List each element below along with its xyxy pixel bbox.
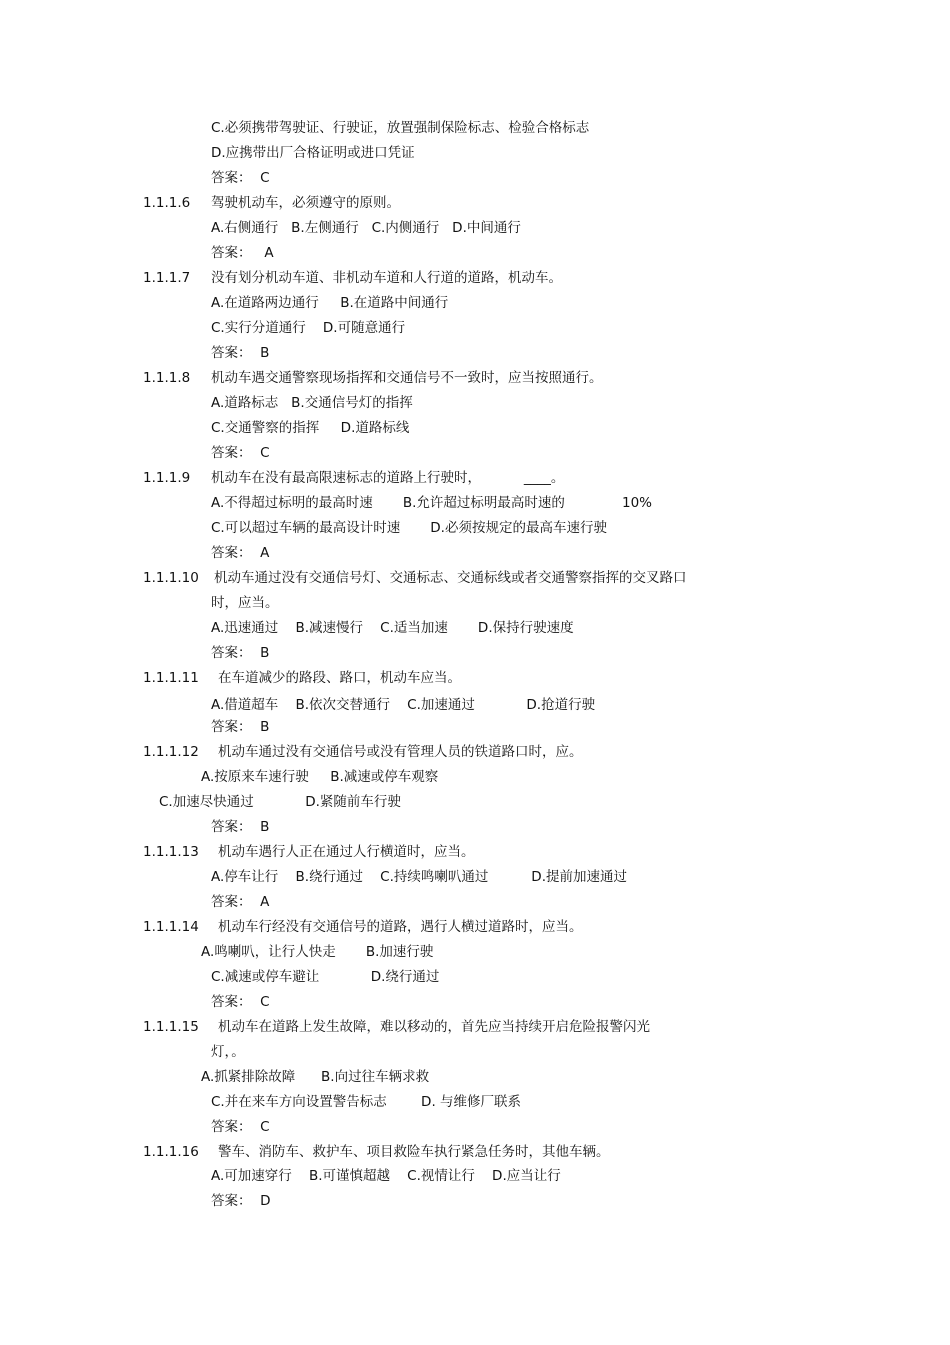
answer-line: 答案： B: [211, 819, 270, 835]
question-text: 机动车遇行人正在通过人行横道时，应当。: [218, 844, 475, 860]
question-number: 1.1.1.14: [143, 919, 199, 935]
option-line: C.加速尽快通过 D.紧随前车行驶: [159, 794, 401, 810]
question-text: 机动车在道路上发生故障，难以移动的，首先应当持续开启危险报警闪光: [218, 1019, 650, 1035]
answer-line: 答案： C: [211, 445, 270, 461]
option-line: C.实行分道通行 D.可随意通行: [211, 320, 406, 336]
question-text: 驾驶机动车，必须遵守的原则。: [211, 195, 400, 211]
question-text: 警车、消防车、救护车、项目救险车执行紧急任务时，其他车辆。: [218, 1144, 610, 1160]
answer-line: 答案： B: [211, 345, 270, 361]
option-line: A.道路标志 B.交通信号灯的指挥: [211, 395, 413, 411]
answer-line: 答案： B: [211, 719, 270, 735]
option-line: A.抓紧排除故障 B.向过往车辆求救: [201, 1069, 430, 1085]
question-text: 机动车通过没有交通信号灯、交通标志、交通标线或者交通警察指挥的交叉路口: [214, 570, 687, 586]
question-text: 机动车遇交通警察现场指挥和交通信号不一致时，应当按照通行。: [211, 370, 603, 386]
question-number: 1.1.1.9: [143, 470, 191, 486]
option-line: C.必须携带驾驶证、行驶证，放置强制保险标志、检验合格标志: [211, 120, 590, 136]
option-line: A.右侧通行 B.左侧通行 C.内侧通行 D.中间通行: [211, 220, 521, 236]
option-line: C.并在来车方向设置警告标志 D. 与维修厂联系: [211, 1094, 522, 1110]
answer-line: 答案： C: [211, 994, 270, 1010]
option-line: C.交通警察的指挥 D.道路标线: [211, 420, 410, 436]
answer-line: 答案： A: [211, 545, 270, 561]
answer-line: 答案： A: [211, 894, 270, 910]
question-number: 1.1.1.12: [143, 744, 199, 760]
option-line: A.按原来车速行驶 B.减速或停车观察: [201, 769, 439, 785]
question-number: 1.1.1.13: [143, 844, 199, 860]
option-line: A.不得超过标明的最高时速 B.允许超过标明最高时速的: [211, 495, 565, 511]
question-text-continued: 时，应当。: [211, 595, 279, 611]
question-text: 没有划分机动车道、非机动车道和人行道的道路，机动车。: [211, 270, 562, 286]
question-number: 1.1.1.10: [143, 570, 199, 586]
option-line: C.可以超过车辆的最高设计时速 D.必须按规定的最高车速行驶: [211, 520, 607, 536]
question-number: 1.1.1.15: [143, 1019, 199, 1035]
option-line: A.可加速穿行 B.可谨慎超越 C.视情让行 D.应当让行: [211, 1168, 561, 1184]
question-number: 1.1.1.8: [143, 370, 191, 386]
question-number: 1.1.1.16: [143, 1144, 199, 1160]
question-number: 1.1.1.7: [143, 270, 191, 286]
answer-line: 答案： D: [211, 1193, 271, 1209]
answer-line: 答案： C: [211, 1119, 270, 1135]
option-line: A.借道超车 B.依次交替通行 C.加速通过 D.抢道行驶: [211, 697, 596, 713]
option-line: A.鸣喇叭，让行人快走 B.加速行驶: [201, 944, 434, 960]
option-line: D.应携带出厂合格证明或进口凭证: [211, 145, 415, 161]
question-number: 1.1.1.11: [143, 670, 199, 686]
option-line: A.停车让行 B.绕行通过 C.持续鸣喇叭通过 D.提前加速通过: [211, 869, 627, 885]
question-text-continued: 灯，。: [211, 1044, 245, 1060]
option-line-percent: 10%: [622, 495, 653, 511]
answer-line: 答案： B: [211, 645, 270, 661]
option-line: A.迅速通过 B.减速慢行 C.适当加速 D.保持行驶速度: [211, 620, 574, 636]
option-line: A.在道路两边通行 B.在道路中间通行: [211, 295, 449, 311]
question-text: 机动车通过没有交通信号或没有管理人员的铁道路口时，应。: [218, 744, 583, 760]
answer-line: 答案： A: [211, 245, 274, 261]
question-text: 机动车行经没有交通信号的道路，遇行人横过道路时，应当。: [218, 919, 583, 935]
question-number: 1.1.1.6: [143, 195, 191, 211]
question-text: 机动车在没有最高限速标志的道路上行驶时， ____。: [211, 470, 565, 486]
question-text: 在车道减少的路段、路口，机动车应当。: [218, 670, 461, 686]
option-line: C.减速或停车避让 D.绕行通过: [211, 969, 440, 985]
answer-line: 答案： C: [211, 170, 270, 186]
